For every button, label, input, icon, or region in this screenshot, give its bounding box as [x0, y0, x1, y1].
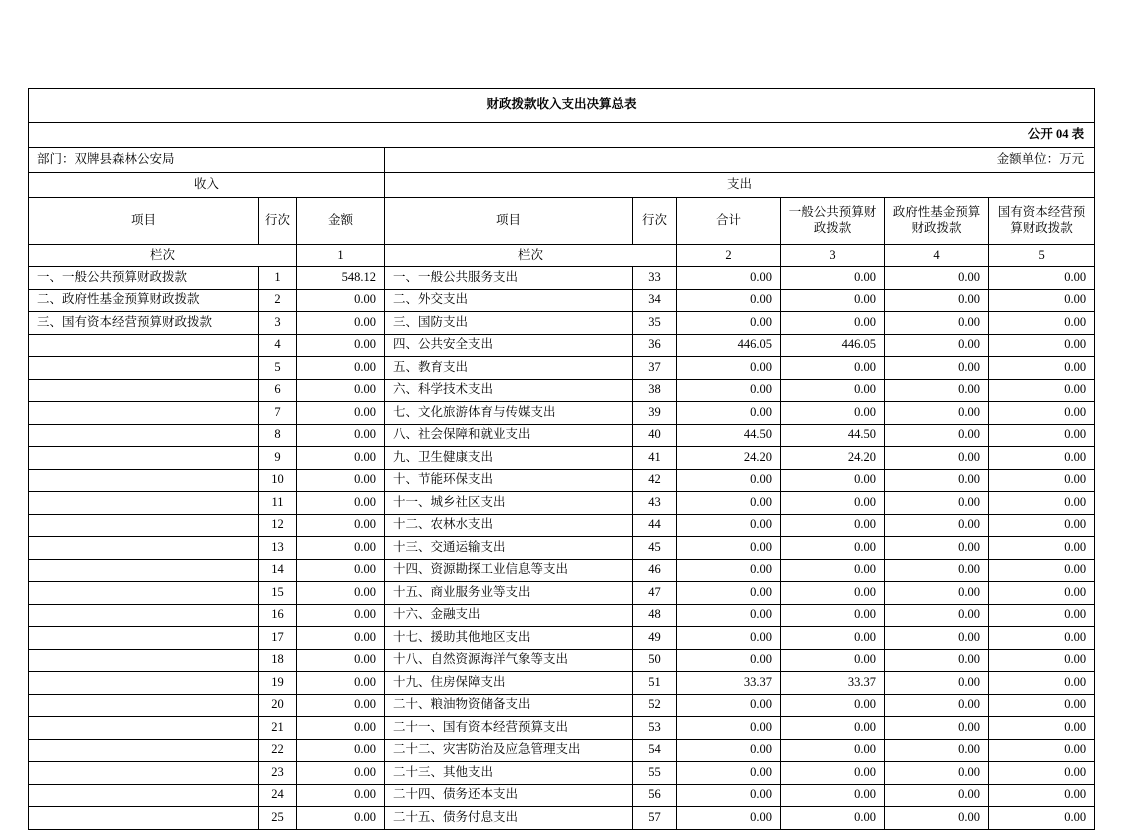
income-item: [29, 447, 259, 470]
col-header-income-line: 行次: [259, 198, 297, 245]
expense-fund: 0.00: [885, 334, 989, 357]
expense-general: 44.50: [781, 424, 885, 447]
expense-line: 35: [633, 312, 677, 335]
expense-fund: 0.00: [885, 582, 989, 605]
expense-capital: 0.00: [989, 694, 1095, 717]
table-row: [29, 537, 1095, 560]
amount-unit-label: 金额单位：万元: [385, 148, 1095, 173]
expense-total: 0.00: [677, 289, 781, 312]
income-line: 6: [259, 379, 297, 402]
expense-total: 0.00: [677, 694, 781, 717]
expense-capital: 0.00: [989, 289, 1095, 312]
income-line: 16: [259, 604, 297, 627]
expense-line: 56: [633, 784, 677, 807]
expense-fund: 0.00: [885, 289, 989, 312]
expense-capital: 0.00: [989, 312, 1095, 335]
expense-capital: 0.00: [989, 627, 1095, 650]
income-amount: 0.00: [297, 627, 385, 650]
expense-total: 0.00: [677, 379, 781, 402]
income-item: [29, 402, 259, 425]
expense-item: 二十、粮油物资储备支出: [385, 694, 633, 717]
income-item: [29, 694, 259, 717]
income-amount: 0.00: [297, 537, 385, 560]
expense-general: 0.00: [781, 604, 885, 627]
table-row: [29, 267, 1095, 290]
expense-line: 50: [633, 649, 677, 672]
expense-item: 二十四、债务还本支出: [385, 784, 633, 807]
expense-capital: 0.00: [989, 582, 1095, 605]
expense-general: 0.00: [781, 807, 885, 830]
income-line: 11: [259, 492, 297, 515]
income-amount: 548.12: [297, 267, 385, 290]
expense-item: 十六、金融支出: [385, 604, 633, 627]
expense-total: 44.50: [677, 424, 781, 447]
expense-general: 0.00: [781, 739, 885, 762]
expense-total: 24.20: [677, 447, 781, 470]
expense-item: 九、卫生健康支出: [385, 447, 633, 470]
lan-general: 3: [781, 245, 885, 267]
expense-capital: 0.00: [989, 807, 1095, 830]
expense-fund: 0.00: [885, 424, 989, 447]
table-row: [29, 784, 1095, 807]
expense-general: 0.00: [781, 514, 885, 537]
income-amount: 0.00: [297, 582, 385, 605]
income-amount: 0.00: [297, 717, 385, 740]
expense-line: 40: [633, 424, 677, 447]
income-line: 4: [259, 334, 297, 357]
income-line: 15: [259, 582, 297, 605]
income-item: [29, 604, 259, 627]
col-header-expense-line: 行次: [633, 198, 677, 245]
table-row: [29, 807, 1095, 830]
col-header-expense-fund: 政府性基金预算财政拨款: [885, 198, 989, 245]
income-item: [29, 762, 259, 785]
expense-item: 二十三、其他支出: [385, 762, 633, 785]
table-row: [29, 514, 1095, 537]
expense-total: 0.00: [677, 807, 781, 830]
income-line: 3: [259, 312, 297, 335]
income-item: [29, 717, 259, 740]
expense-general: 0.00: [781, 762, 885, 785]
income-line: 9: [259, 447, 297, 470]
income-amount: 0.00: [297, 807, 385, 830]
expense-total: 33.37: [677, 672, 781, 695]
income-amount: 0.00: [297, 739, 385, 762]
expense-line: 49: [633, 627, 677, 650]
income-item: [29, 514, 259, 537]
expense-line: 52: [633, 694, 677, 717]
expense-general: 0.00: [781, 379, 885, 402]
income-item: [29, 334, 259, 357]
expense-total: 0.00: [677, 469, 781, 492]
income-amount: 0.00: [297, 357, 385, 380]
expense-item: 十九、住房保障支出: [385, 672, 633, 695]
income-line: 22: [259, 739, 297, 762]
income-amount: 0.00: [297, 469, 385, 492]
expense-total: 0.00: [677, 402, 781, 425]
col-header-income-item: 项目: [29, 198, 259, 245]
expense-general: 0.00: [781, 694, 885, 717]
lan-total: 2: [677, 245, 781, 267]
table-row: [29, 762, 1095, 785]
income-line: 10: [259, 469, 297, 492]
income-amount: 0.00: [297, 514, 385, 537]
income-line: 5: [259, 357, 297, 380]
income-item: [29, 807, 259, 830]
expense-total: 446.05: [677, 334, 781, 357]
income-amount: 0.00: [297, 492, 385, 515]
expense-item: 五、教育支出: [385, 357, 633, 380]
expense-general: 0.00: [781, 717, 885, 740]
expense-general: 0.00: [781, 537, 885, 560]
expense-item: 二、外交支出: [385, 289, 633, 312]
expense-capital: 0.00: [989, 514, 1095, 537]
expense-fund: 0.00: [885, 469, 989, 492]
expense-capital: 0.00: [989, 762, 1095, 785]
expense-line: 34: [633, 289, 677, 312]
expense-line: 41: [633, 447, 677, 470]
income-amount: 0.00: [297, 694, 385, 717]
expense-item: 七、文化旅游体育与传媒支出: [385, 402, 633, 425]
expense-item: 八、社会保障和就业支出: [385, 424, 633, 447]
income-amount: 0.00: [297, 762, 385, 785]
group-header-income: 收入: [29, 173, 385, 198]
table-row: [29, 469, 1095, 492]
income-item: [29, 424, 259, 447]
expense-general: 0.00: [781, 402, 885, 425]
table-row: [29, 582, 1095, 605]
expense-fund: 0.00: [885, 739, 989, 762]
expense-capital: 0.00: [989, 604, 1095, 627]
expense-item: 十七、援助其他地区支出: [385, 627, 633, 650]
table-row: [29, 289, 1095, 312]
expense-fund: 0.00: [885, 694, 989, 717]
expense-fund: 0.00: [885, 312, 989, 335]
expense-line: 44: [633, 514, 677, 537]
expense-total: 0.00: [677, 357, 781, 380]
lan-label-expense: 栏次: [385, 245, 677, 267]
title-row: [29, 89, 1095, 123]
table-row: [29, 402, 1095, 425]
expense-capital: 0.00: [989, 784, 1095, 807]
expense-line: 57: [633, 807, 677, 830]
income-amount: 0.00: [297, 784, 385, 807]
income-item: [29, 379, 259, 402]
expense-line: 39: [633, 402, 677, 425]
expense-item: 十二、农林水支出: [385, 514, 633, 537]
expense-general: 0.00: [781, 312, 885, 335]
income-line: 17: [259, 627, 297, 650]
expense-item: 十四、资源勘探工业信息等支出: [385, 559, 633, 582]
income-item: [29, 784, 259, 807]
expense-capital: 0.00: [989, 537, 1095, 560]
income-amount: 0.00: [297, 312, 385, 335]
expense-general: 33.37: [781, 672, 885, 695]
expense-capital: 0.00: [989, 402, 1095, 425]
column-header-row: [29, 198, 1095, 245]
income-item: [29, 559, 259, 582]
income-line: 24: [259, 784, 297, 807]
expense-fund: 0.00: [885, 784, 989, 807]
expense-fund: 0.00: [885, 402, 989, 425]
expense-general: 0.00: [781, 492, 885, 515]
expense-capital: 0.00: [989, 424, 1095, 447]
expense-item: 十、节能环保支出: [385, 469, 633, 492]
expense-total: 0.00: [677, 537, 781, 560]
expense-total: 0.00: [677, 312, 781, 335]
group-header-expense: 支出: [385, 173, 1095, 198]
expense-fund: 0.00: [885, 672, 989, 695]
table-row: [29, 357, 1095, 380]
income-item: [29, 739, 259, 762]
expense-total: 0.00: [677, 762, 781, 785]
lan-row: [29, 245, 1095, 267]
expense-line: 36: [633, 334, 677, 357]
income-line: 19: [259, 672, 297, 695]
meta-row: [29, 148, 1095, 173]
expense-fund: 0.00: [885, 627, 989, 650]
expense-item: 二十一、国有资本经营预算支出: [385, 717, 633, 740]
expense-line: 45: [633, 537, 677, 560]
table-row: [29, 672, 1095, 695]
lan-fund: 4: [885, 245, 989, 267]
income-amount: 0.00: [297, 402, 385, 425]
expense-item: 十五、商业服务业等支出: [385, 582, 633, 605]
expense-capital: 0.00: [989, 357, 1095, 380]
expense-capital: 0.00: [989, 492, 1095, 515]
expense-item: 六、科学技术支出: [385, 379, 633, 402]
income-amount: 0.00: [297, 289, 385, 312]
expense-general: 0.00: [781, 627, 885, 650]
expense-line: 43: [633, 492, 677, 515]
expense-fund: 0.00: [885, 514, 989, 537]
table-row: [29, 739, 1095, 762]
expense-fund: 0.00: [885, 357, 989, 380]
expense-line: 37: [633, 357, 677, 380]
expense-fund: 0.00: [885, 537, 989, 560]
expense-total: 0.00: [677, 739, 781, 762]
table-row: [29, 627, 1095, 650]
income-item: [29, 672, 259, 695]
lan-capital: 5: [989, 245, 1095, 267]
expense-general: 0.00: [781, 289, 885, 312]
income-line: 8: [259, 424, 297, 447]
expense-item: 十三、交通运输支出: [385, 537, 633, 560]
income-item: [29, 469, 259, 492]
table-row: [29, 559, 1095, 582]
table-row: [29, 694, 1095, 717]
expense-line: 42: [633, 469, 677, 492]
col-header-expense-general: 一般公共预算财政拨款: [781, 198, 885, 245]
income-amount: 0.00: [297, 334, 385, 357]
table-row: [29, 492, 1095, 515]
income-amount: 0.00: [297, 447, 385, 470]
table-row: [29, 334, 1095, 357]
expense-capital: 0.00: [989, 649, 1095, 672]
expense-total: 0.00: [677, 514, 781, 537]
expense-fund: 0.00: [885, 267, 989, 290]
expense-capital: 0.00: [989, 267, 1095, 290]
income-line: 21: [259, 717, 297, 740]
income-item: [29, 357, 259, 380]
expense-fund: 0.00: [885, 559, 989, 582]
expense-fund: 0.00: [885, 717, 989, 740]
col-header-income-amount: 金额: [297, 198, 385, 245]
report-table: [28, 88, 1095, 830]
income-item: [29, 492, 259, 515]
expense-total: 0.00: [677, 784, 781, 807]
income-amount: 0.00: [297, 604, 385, 627]
col-header-expense-item: 项目: [385, 198, 633, 245]
expense-line: 54: [633, 739, 677, 762]
income-line: 2: [259, 289, 297, 312]
expense-total: 0.00: [677, 604, 781, 627]
income-amount: 0.00: [297, 559, 385, 582]
expense-item: 二十五、债务付息支出: [385, 807, 633, 830]
income-item: 三、国有资本经营预算财政拨款: [29, 312, 259, 335]
expense-total: 0.00: [677, 627, 781, 650]
expense-total: 0.00: [677, 649, 781, 672]
expense-general: 0.00: [781, 357, 885, 380]
group-header-row: [29, 173, 1095, 198]
expense-item: 四、公共安全支出: [385, 334, 633, 357]
department-label: 部门：双牌县森林公安局: [29, 148, 385, 173]
expense-total: 0.00: [677, 559, 781, 582]
expense-line: 55: [633, 762, 677, 785]
expense-fund: 0.00: [885, 649, 989, 672]
lan-label-income: 栏次: [29, 245, 297, 267]
expense-general: 0.00: [781, 582, 885, 605]
expense-capital: 0.00: [989, 739, 1095, 762]
expense-general: 24.20: [781, 447, 885, 470]
table-row: [29, 424, 1095, 447]
expense-total: 0.00: [677, 492, 781, 515]
expense-line: 47: [633, 582, 677, 605]
expense-line: 51: [633, 672, 677, 695]
col-header-expense-total: 合计: [677, 198, 781, 245]
expense-fund: 0.00: [885, 379, 989, 402]
report-table-body: [29, 267, 1095, 830]
expense-line: 53: [633, 717, 677, 740]
income-line: 20: [259, 694, 297, 717]
income-line: 14: [259, 559, 297, 582]
expense-total: 0.00: [677, 717, 781, 740]
public-form-number: 公开 04 表: [29, 123, 1095, 148]
report-title: 财政拨款收入支出决算总表: [29, 89, 1095, 123]
income-line: 25: [259, 807, 297, 830]
income-line: 18: [259, 649, 297, 672]
expense-line: 46: [633, 559, 677, 582]
expense-fund: 0.00: [885, 807, 989, 830]
expense-capital: 0.00: [989, 447, 1095, 470]
expense-capital: 0.00: [989, 717, 1095, 740]
expense-line: 38: [633, 379, 677, 402]
expense-general: 0.00: [781, 469, 885, 492]
expense-general: 0.00: [781, 784, 885, 807]
col-header-expense-capital: 国有资本经营预算财政拨款: [989, 198, 1095, 245]
expense-fund: 0.00: [885, 604, 989, 627]
expense-capital: 0.00: [989, 559, 1095, 582]
expense-total: 0.00: [677, 267, 781, 290]
expense-item: 十八、自然资源海洋气象等支出: [385, 649, 633, 672]
expense-general: 0.00: [781, 649, 885, 672]
lan-income: 1: [297, 245, 385, 267]
income-item: [29, 582, 259, 605]
table-row: [29, 717, 1095, 740]
expense-item: 十一、城乡社区支出: [385, 492, 633, 515]
expense-fund: 0.00: [885, 762, 989, 785]
income-amount: 0.00: [297, 649, 385, 672]
table-row: [29, 649, 1095, 672]
income-item: 二、政府性基金预算财政拨款: [29, 289, 259, 312]
income-amount: 0.00: [297, 672, 385, 695]
expense-capital: 0.00: [989, 469, 1095, 492]
income-line: 1: [259, 267, 297, 290]
income-line: 23: [259, 762, 297, 785]
table-row: [29, 604, 1095, 627]
expense-general: 446.05: [781, 334, 885, 357]
income-item: [29, 537, 259, 560]
table-row: [29, 379, 1095, 402]
expense-line: 48: [633, 604, 677, 627]
expense-general: 0.00: [781, 267, 885, 290]
income-amount: 0.00: [297, 424, 385, 447]
expense-capital: 0.00: [989, 672, 1095, 695]
expense-fund: 0.00: [885, 492, 989, 515]
expense-general: 0.00: [781, 559, 885, 582]
expense-item: 二十二、灾害防治及应急管理支出: [385, 739, 633, 762]
income-amount: 0.00: [297, 379, 385, 402]
income-line: 12: [259, 514, 297, 537]
income-line: 13: [259, 537, 297, 560]
expense-fund: 0.00: [885, 447, 989, 470]
financial-report-sheet: [28, 88, 1094, 830]
expense-item: 一、一般公共服务支出: [385, 267, 633, 290]
expense-line: 33: [633, 267, 677, 290]
income-item: [29, 627, 259, 650]
expense-item: 三、国防支出: [385, 312, 633, 335]
table-row: [29, 312, 1095, 335]
income-line: 7: [259, 402, 297, 425]
expense-total: 0.00: [677, 582, 781, 605]
table-row: [29, 447, 1095, 470]
expense-capital: 0.00: [989, 379, 1095, 402]
income-item: [29, 649, 259, 672]
expense-capital: 0.00: [989, 334, 1095, 357]
public-label-row: [29, 123, 1095, 148]
income-item: 一、一般公共预算财政拨款: [29, 267, 259, 290]
